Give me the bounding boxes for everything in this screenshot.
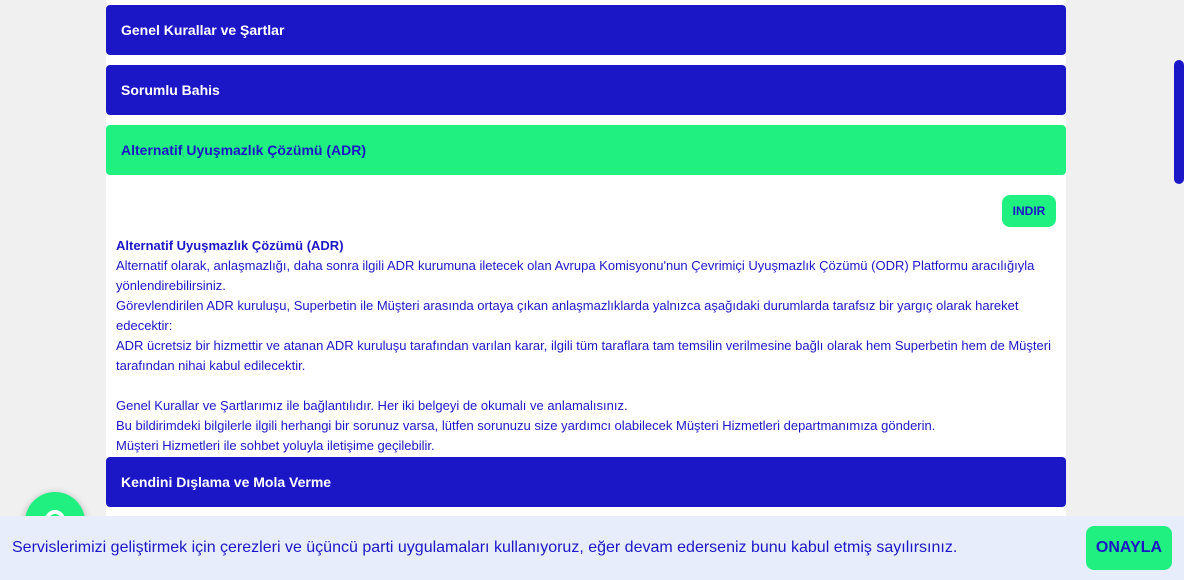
scrollbar[interactable] — [1174, 60, 1184, 184]
accept-cookies-button[interactable]: ONAYLA — [1086, 526, 1172, 570]
paragraph: Müşteri Hizmetleri ile sohbet yoluyla iletişime geçilebilir. — [116, 438, 435, 453]
adr-content — [116, 236, 1056, 456]
paragraph: Alternatif olarak, anlaşmazlığı, daha sonra ilgili ADR kurumuna iletecek olan Avrupa Komisyonu'nun Çevrimiçi Uyuşmazlık Çözümü (ODR) Platformu aracılığıyla yönlendirebilirsiniz. — [116, 258, 1035, 293]
accordion-responsible-betting[interactable]: Sorumlu Bahis — [106, 65, 1066, 115]
content-title: Alternatif Uyuşmazlık Çözümü (ADR) — [116, 238, 344, 253]
accordion-general-terms[interactable]: Genel Kurallar ve Şartlar — [106, 5, 1066, 55]
cookie-banner — [0, 516, 1184, 580]
paragraph: Bu bildirimdeki bilgilerle ilgili herhangi bir sorunuz varsa, lütfen sorunuzu size yardımcı olabilecek Müşteri Hizmetleri departmanımıza gönderin. — [116, 418, 936, 433]
paragraph: ADR ücretsiz bir hizmettir ve atanan ADR kuruluşu tarafından varılan karar, ilgili tüm taraflara tam temsilin verilmesine bağlı olarak hem Superbetin hem de Müşteri tarafından nihai kabul edilecektir. — [116, 338, 1051, 373]
download-button[interactable]: INDIR — [1002, 195, 1056, 227]
accordion-self-exclusion[interactable]: Kendini Dışlama ve Mola Verme — [106, 457, 1066, 507]
paragraph: Görevlendirilen ADR kuruluşu, Superbetin ile Müşteri arasında ortaya çıkan anlaşmazlıklarda yalnızca aşağıdaki durumlarda tarafsız bir yargıç olarak hareket edecektir: — [116, 298, 1019, 333]
paragraph: Genel Kurallar ve Şartlarımız ile bağlantılıdır. Her iki belgeyi de okumalı ve anlamalısınız. — [116, 398, 628, 413]
cookie-text: Servislerimizi geliştirmek için çerezleri ve üçüncü parti uygulamaları kullanıyoruz, eğer devam ederseniz bunu kabul etmiş sayılırsınız. — [12, 539, 958, 556]
accordion-adr[interactable]: Alternatif Uyuşmazlık Çözümü (ADR) — [106, 125, 1066, 175]
